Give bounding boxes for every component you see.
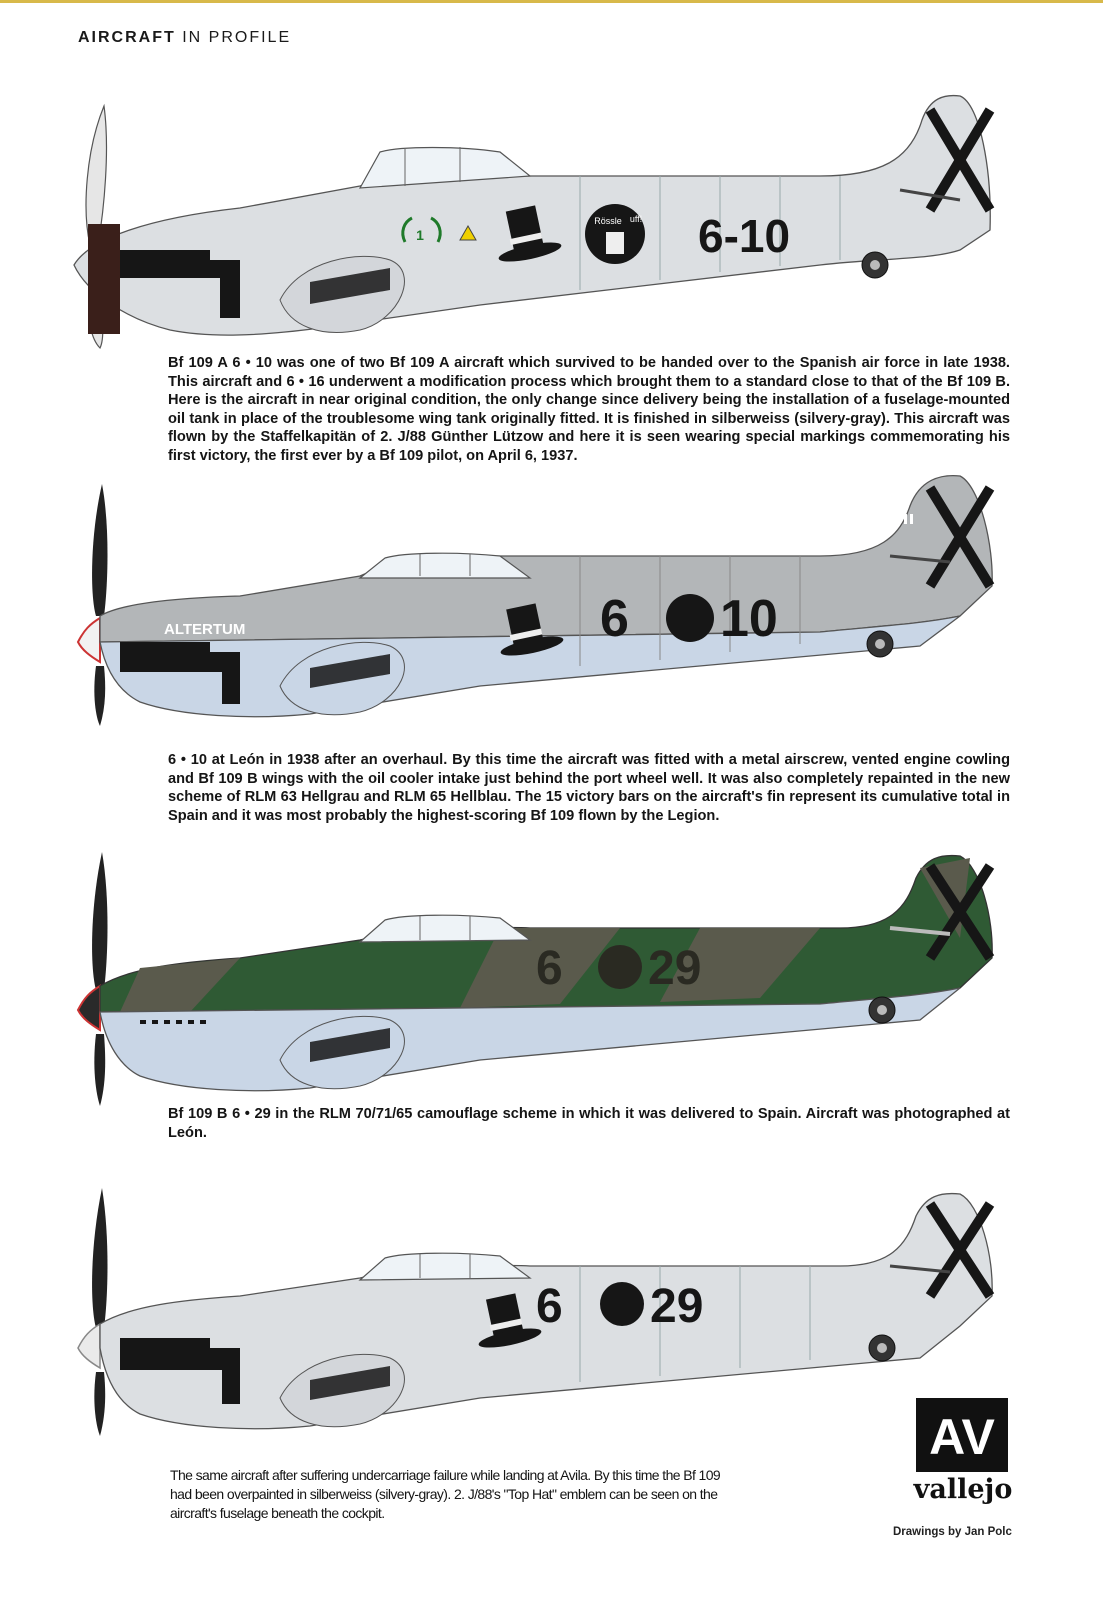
profile-3-drawing	[60, 848, 1020, 1110]
fuselage-upper	[100, 476, 992, 642]
caption-1: Bf 109 A 6 • 10 was one of two Bf 109 A aircraft which survived to be handed over to the Spanish air force in late 1938. This aircraft and 6 • 16 underwent a modification process which brought them to a standard close to that of the Bf 109 B. Here is the aircraft in near original condition, the only change since delivery being the installation of a fuselage-mounted oil tank in place of the troublesome wing tank originally fitted. It is finished in silberweiss (silvery-gray). This aircraft was flown by the Staffelkapitän of 2. J/88 Günther Lützow and here it is seen wearing special markings commemorating his first victory, the first ever by a Bf 109 pilot, on April 6, 1937.	[168, 355, 1010, 464]
caption-3: Bf 109 B 6 • 29 in the RLM 70/71/65 camouflage scheme in which it was delivered to Spain. Aircraft was photographed at León.	[168, 1106, 1010, 1141]
top-border	[0, 0, 1103, 3]
code-right: 29	[648, 942, 702, 995]
spinner	[78, 1324, 100, 1368]
caption-2: 6 • 10 at León in 1938 after an overhaul. By this time the aircraft was fitted with a metal airscrew, vented engine cowling and Bf 109 B wings with the oil cooler intake just behind the port wheel well. It was also completely repainted in the new scheme of RLM 63 Hellgrau and RLM 65 Hellblau. The 15 victory bars on the aircraft's fin represent its cumulative total in Spain and it was most probably the highest-scoring Bf 109 flown by the Legion.	[168, 752, 1010, 824]
spinner	[78, 618, 100, 662]
code-left: 6	[600, 590, 629, 648]
caption-4: The same aircraft after suffering undercarriage failure while landing at Avila. By this time the Bf 109 had been overpainted in silberweiss (silvery-gray). 2. J/88's "Top Hat" emblem can be seen on the aircraft's fuselage beneath the cockpit.	[170, 1467, 721, 1521]
header-bold: AIRCRAFT	[78, 29, 176, 46]
spinner-band	[88, 224, 120, 334]
victory-bars	[868, 514, 913, 524]
profile-1-drawing	[60, 90, 1020, 352]
badge-text-2: uff!	[629, 214, 643, 224]
badge-text: Rössle	[594, 216, 622, 226]
spinner	[78, 986, 100, 1030]
propeller-blade-upper	[92, 1188, 107, 1328]
nose-name: ALTERTUM	[164, 621, 246, 638]
code-left: 6	[536, 1280, 563, 1333]
code-right: 29	[650, 1280, 704, 1333]
profile-4-drawing	[60, 1182, 1020, 1438]
propeller-blade-upper	[92, 852, 107, 990]
aircraft-code: 6-10	[698, 210, 791, 262]
propeller-blade-lower	[94, 1372, 105, 1436]
code-roundel	[598, 945, 642, 989]
brand-name: vallejo	[913, 1474, 1013, 1505]
canopy	[360, 915, 530, 942]
av-logo	[916, 1398, 1008, 1472]
profile-2-drawing	[60, 466, 1020, 728]
code-roundel	[666, 594, 714, 642]
propeller-blade-lower	[94, 1034, 105, 1106]
propeller-blade-lower	[94, 666, 105, 726]
page-header	[78, 29, 291, 47]
propeller-blade-upper	[92, 484, 107, 616]
victory-mark: 1	[416, 227, 424, 243]
canopy	[360, 1253, 530, 1280]
header-rest: IN PROFILE	[182, 29, 292, 46]
code-right: 10	[720, 590, 778, 648]
code-roundel	[600, 1282, 644, 1326]
drawing-credit: Drawings by Jan Polc	[893, 1526, 1012, 1538]
logo-mark: AV	[929, 1409, 995, 1465]
code-left: 6	[536, 942, 563, 995]
